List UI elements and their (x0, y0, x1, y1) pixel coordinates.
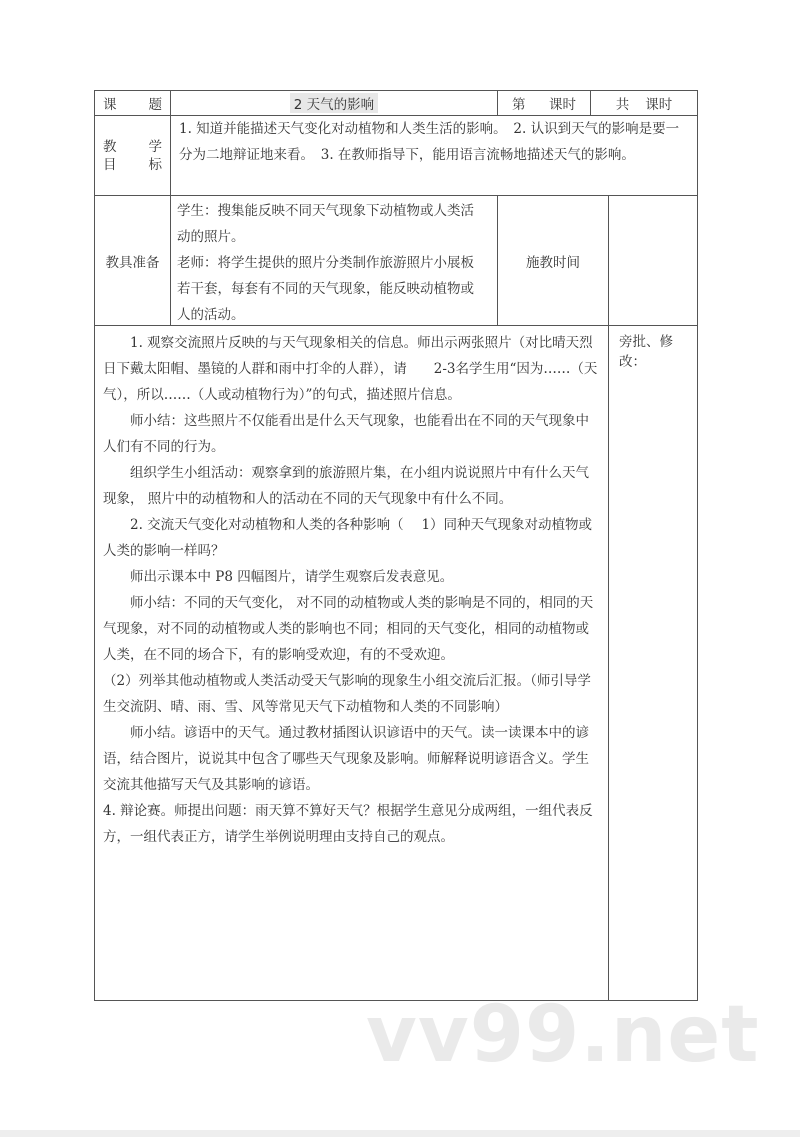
time-label: 施教时间 (526, 254, 580, 271)
label-char: 标 (148, 157, 162, 173)
side-note-label: 旁批、修改： (619, 334, 673, 370)
label-char: 课 (103, 97, 117, 113)
body-paragraph: 组织学生小组活动：观察拿到的旅游照片集，在小组内说说照片中有什么天气现象， 照片中的动植物和人的活动在不同的天气现象中有什么不同。 (103, 465, 589, 507)
prep-cell (170, 195, 498, 326)
lesson-total-cell (590, 90, 698, 116)
prep-student: 学生：搜集能反映不同天气现象下动植物或人类活动的照片。 (177, 203, 474, 245)
body-paragraph: 师出示课本中 P8 四幅图片，请学生观察后发表意见。 (130, 569, 454, 585)
body-paragraph: 1. 观察交流照片反映的与天气现象相关的信息。师出示两张照片（对比晴天烈日下戴太阳帽、墨镜的人群和雨中打伞的人群），请 2-3名学生用“因为……（天气），所以……（人或动植物行为）”的句式，描述照片信息。 (103, 335, 598, 403)
label-char: 题 (148, 97, 162, 113)
label-char: 教 (103, 139, 117, 155)
body-paragraph: 4. 辩论赛。师提出问题：雨天算不算好天气？根据学生意见分成两组，一组代表反方，一组代表正方，请学生举例说明理由支持自己的观点。 (103, 803, 593, 845)
label-char: 学 (148, 139, 162, 155)
prep-label: 教具准备 (105, 254, 160, 271)
lesson-title: 2 天气的影响 (290, 93, 378, 113)
body-paragraph: 师小结：不同的天气变化， 对不同的动植物或人类的影响是不同的，相同的天气现象，对不同的动植物或人类的影响也不同；相同的天气变化，相同的动植物或人类，在不同的场合下，有的影响受欢迎，有的不受欢迎。 (103, 595, 594, 663)
lesson-number-cell (497, 90, 591, 116)
label-char: 第 (512, 97, 526, 113)
label-char: 课时 (549, 97, 576, 113)
prep-label-cell (94, 195, 171, 326)
label-char: 共 (615, 97, 630, 113)
goals-label (94, 115, 171, 196)
lesson-title-cell (170, 90, 498, 116)
time-value-cell[interactable] (608, 195, 698, 326)
body-paragraph: 师小结。谚语中的天气。通过教材插图认识谚语中的天气。读一读课本中的谚语，结合图片，说说其中包含了哪些天气现象及影响。师解释说明谚语含义。学生交流其他描写天气及其影响的谚语。 (103, 725, 589, 793)
goals-cell (170, 115, 698, 196)
label-char: 目 (103, 157, 117, 173)
body-paragraph: （2）列举其他动植物或人类活动受天气影响的现象生小组交流后汇报。（师引导学生交流阴、晴、雨、雪、风等常见天气下动植物和人类的不同影响） (103, 673, 591, 715)
prep-teacher: 老师：将学生提供的照片分类制作旅游照片小展板若干套，每套有不同的天气现象，能反映动植物或人的活动。 (177, 255, 474, 323)
page-edge (0, 1130, 800, 1137)
subject-label (94, 90, 171, 116)
body-paragraph: 2. 交流天气变化对动植物和人类的各种影响（ 1）同种天气现象对动植物或人类的影响一样吗？ (103, 517, 593, 559)
time-label-cell (497, 195, 609, 326)
goals-text: 1. 知道并能描述天气变化对动植物和人类生活的影响。 2. 认识到天气的影响是要一分为二地辩证地来看。 3. 在教师指导下，能用语言流畅地描述天气的影响。 (179, 121, 680, 163)
lesson-body (94, 325, 609, 1001)
label-char: 课时 (645, 97, 673, 113)
watermark: vv99.net (366, 990, 760, 1080)
body-paragraph: 师小结：这些照片不仅能看出是什么天气现象，也能看出在不同的天气现象中人们有不同的行为。 (103, 413, 589, 455)
side-note-cell (608, 325, 698, 1001)
